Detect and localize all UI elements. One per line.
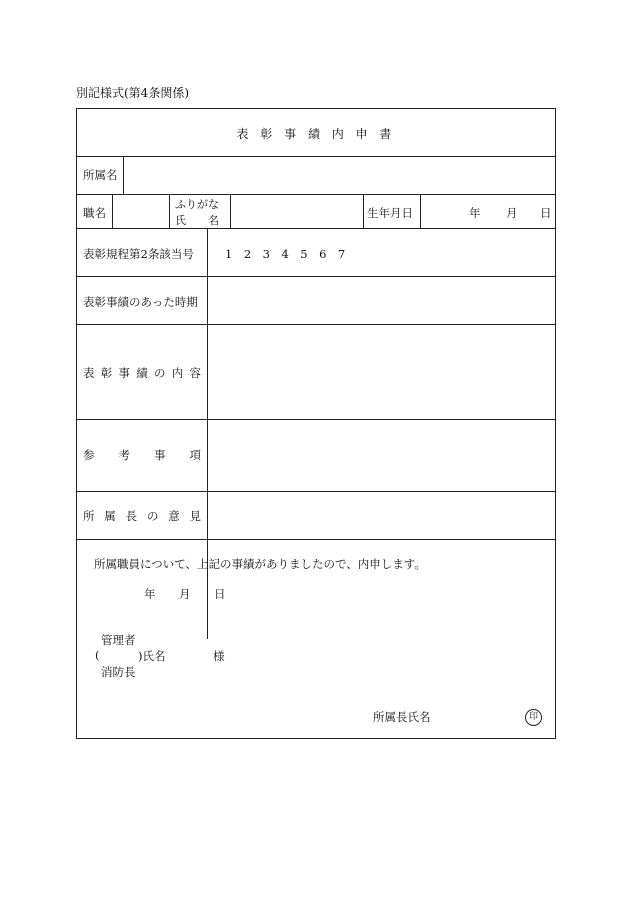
opinion-label	[83, 508, 201, 524]
position-label: 職名	[83, 206, 106, 220]
opinion-label-char: 意	[168, 509, 180, 523]
birthdate-year: 年	[469, 206, 481, 220]
content-label	[83, 365, 201, 381]
period-field[interactable]	[208, 277, 554, 323]
declaration-month: 月	[179, 587, 191, 601]
name-field[interactable]	[231, 195, 362, 227]
opinion-label-char: の	[146, 509, 159, 523]
position-field[interactable]	[113, 195, 168, 227]
divider	[420, 194, 421, 228]
divider	[77, 228, 555, 229]
declaration-year: 年	[144, 587, 156, 601]
addressee-honorific: 様	[213, 649, 225, 663]
regulation-numbers[interactable]: 1 2 3 4 5 6 7	[225, 247, 346, 261]
regulation-label: 表彰規程第2条該当号	[83, 247, 194, 261]
form-label: 別記様式(第4条関係)	[76, 86, 189, 100]
content-label-char: 内	[171, 366, 184, 380]
declaration-day: 日	[214, 587, 226, 601]
application-form	[76, 108, 556, 739]
addressee-line-3: 消防長	[101, 665, 136, 679]
opinion-label-char: 所	[83, 509, 95, 523]
reference-label-char: 事	[154, 448, 166, 462]
opinion-field[interactable]	[208, 492, 554, 538]
period-label: 表彰事績のあった時期	[83, 295, 198, 309]
furigana-label: ふりがな	[175, 198, 219, 211]
content-label-char: 績	[136, 366, 148, 380]
form-title: 表 彰 事 績 内 申 書	[236, 127, 396, 141]
content-label-char: 容	[189, 366, 201, 380]
content-field[interactable]	[208, 325, 554, 418]
content-label-char: 表	[83, 366, 95, 380]
divider	[77, 539, 555, 540]
divider	[363, 194, 364, 228]
declaration-statement: 所属職員について、上記の事績がありましたので、内申します。	[94, 557, 426, 571]
content-label-char: の	[154, 366, 166, 380]
reference-label-char: 参	[83, 448, 95, 462]
birthdate-label: 生年月日	[367, 206, 413, 220]
opinion-label-char: 属	[104, 509, 116, 523]
affiliation-field[interactable]	[124, 157, 554, 193]
reference-field[interactable]	[208, 420, 554, 490]
reference-label	[83, 447, 201, 463]
opinion-label-char: 長	[125, 509, 138, 523]
addressee-line-1: 管理者	[101, 633, 136, 647]
divider	[169, 194, 170, 228]
signer-label: 所属長氏名	[373, 710, 431, 724]
opinion-label-char: 見	[189, 509, 201, 523]
affiliation-label: 所属名	[83, 168, 118, 182]
content-label-char: 彰	[100, 366, 113, 380]
content-label-char: 事	[118, 366, 130, 380]
reference-label-char: 項	[189, 448, 201, 462]
reference-label-char: 考	[118, 448, 130, 462]
name-label: 氏 名	[175, 214, 219, 227]
addressee-name-label: )氏名	[138, 649, 166, 663]
birthdate-day: 日	[540, 206, 552, 220]
addressee-open-paren: (	[95, 648, 100, 662]
seal-mark: 印	[525, 709, 542, 726]
birthdate-month: 月	[506, 206, 518, 220]
